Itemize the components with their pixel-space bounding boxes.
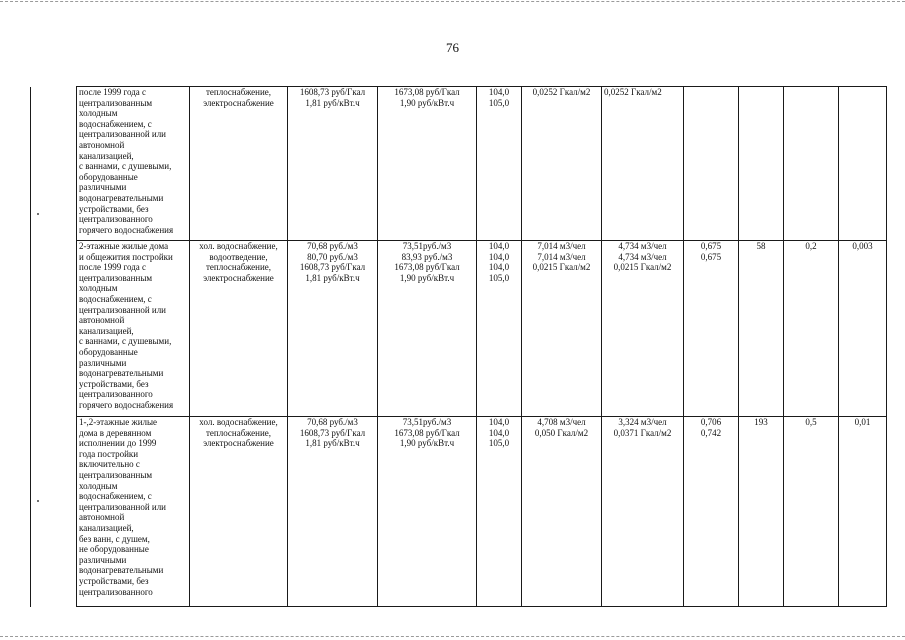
cell-line: после 1999 года с — [79, 262, 147, 273]
cell-value-p — [784, 417, 839, 607]
cell-line: холодным — [79, 480, 118, 491]
cell-line: электроснабжение — [203, 272, 274, 283]
scan-top-edge — [0, 1, 905, 2]
cell-line: централизованного — [79, 586, 153, 597]
cell-line: 104,0 — [488, 251, 510, 262]
cell-count — [739, 87, 784, 241]
cell-building-type — [77, 87, 190, 241]
cell-line: с ваннами, с душевыми, — [79, 161, 172, 172]
cell-line: 83,93 руб./м3 — [401, 251, 453, 262]
cell-line: 1,90 руб/кВт.ч — [399, 97, 455, 108]
cell-coefficient — [684, 241, 739, 417]
cell-line: года постройки — [79, 448, 139, 459]
cell-value-q — [839, 241, 887, 417]
cell-line: 193 — [754, 417, 768, 427]
cell-line: водоотведение, — [209, 251, 268, 262]
cell-line: 73,51руб./м3 — [402, 241, 452, 251]
cell-line: 1608,73 руб/Гкал — [299, 262, 366, 273]
cell-line: оборудованные — [79, 171, 138, 182]
cell-line: 58 — [756, 241, 766, 251]
cell-line: 1-,2-этажные жилые — [79, 417, 158, 427]
cell-line: теплоснабжение, — [205, 87, 272, 97]
cell-line: без ванн, с душем, — [79, 533, 150, 544]
cell-building-type — [77, 241, 190, 417]
cell-norm-next — [602, 241, 684, 417]
cell-building-type — [77, 417, 190, 607]
cell-services — [190, 241, 288, 417]
cell-line: 4,734 м3/чел — [618, 241, 667, 251]
cell-count — [739, 417, 784, 607]
cell-line: водоснабжением, с — [79, 118, 152, 129]
cell-line: 1673,08 руб/Гкал — [394, 262, 460, 273]
cell-line: теплоснабжение, — [205, 262, 272, 273]
cell-line: 7,014 м3/чел — [537, 241, 586, 251]
cell-coefficient — [684, 417, 739, 607]
cell-value-q — [839, 417, 887, 607]
cell-line: 104,0 — [488, 417, 510, 427]
cell-line: электроснабжение — [203, 438, 274, 449]
cell-line: 104,0 — [488, 87, 510, 97]
cell-line: различными — [79, 357, 127, 368]
cell-line: 105,0 — [488, 438, 510, 449]
cell-line: холодным — [79, 108, 118, 119]
cell-value-p — [784, 241, 839, 417]
scan-bottom-edge — [0, 636, 905, 637]
cell-norm-current — [522, 417, 602, 607]
cell-line: централизованного — [79, 214, 153, 225]
cell-line: централизованным — [79, 97, 153, 108]
cell-line: водоснабжением, с — [79, 491, 152, 502]
cell-line: устройствами, без — [79, 203, 149, 214]
cell-line: 1608,73 руб/Гкал — [299, 87, 366, 97]
cell-line: централизованной или — [79, 304, 167, 315]
cell-margin — [31, 241, 77, 417]
cell-line: 1,90 руб/кВт.ч — [399, 438, 455, 449]
cell-margin — [31, 417, 77, 607]
cell-line: 0,0252 Гкал/м2 — [532, 87, 591, 97]
cell-line: не оборудованные — [79, 544, 149, 555]
cell-line: 4,734 м3/чел — [618, 251, 667, 262]
cell-line: 0,742 — [700, 427, 722, 438]
cell-coefficient — [684, 87, 739, 241]
cell-line: хол. водоснабжение, — [199, 417, 278, 427]
cell-line: 4,708 м3/чел — [537, 417, 586, 427]
table-row — [31, 417, 887, 607]
cell-line: водонагревательными — [79, 192, 164, 203]
cell-line: 0,050 Гкал/м2 — [534, 427, 589, 438]
cell-line: 70,68 руб./м3 — [307, 417, 358, 427]
cell-line: 104,0 — [488, 241, 510, 251]
cell-line: 0,706 — [700, 417, 722, 427]
cell-line: включительно с — [79, 459, 140, 470]
cell-line: централизованной или — [79, 501, 167, 512]
cell-line: автономной — [79, 315, 125, 326]
cell-line: 1673,08 руб/Гкал — [394, 427, 460, 438]
cell-line: и общежития постройки — [79, 251, 173, 262]
cell-line: 2-этажные жилые дома — [79, 241, 169, 251]
cell-line: теплоснабжение, — [205, 427, 272, 438]
cell-norm-current — [522, 87, 602, 241]
cell-index — [477, 241, 522, 417]
cell-margin — [31, 87, 77, 241]
cell-line: 0,0215 Гкал/м2 — [532, 262, 591, 273]
cell-line: после 1999 года с — [79, 87, 147, 97]
tariff-table — [30, 86, 887, 607]
cell-line: электроснабжение — [203, 97, 274, 108]
cell-line: централизованной или — [79, 129, 167, 140]
cell-line: 1608,73 руб/Гкал — [299, 427, 366, 438]
cell-line: автономной — [79, 139, 125, 150]
cell-line: 104,0 — [488, 427, 510, 438]
cell-line: водоснабжением, с — [79, 293, 152, 304]
cell-line: горячего водоснабжения — [79, 224, 174, 235]
page-number: 76 — [446, 40, 459, 55]
cell-line: горячего водоснабжения — [79, 399, 174, 410]
cell-norm-current — [522, 241, 602, 417]
cell-value-p — [784, 87, 839, 241]
cell-line: 70,68 руб./м3 — [307, 241, 358, 251]
cell-line: 73,51руб./м3 — [402, 417, 452, 427]
cell-line: 1,90 руб/кВт.ч — [399, 272, 455, 283]
cell-line: 0,0371 Гкал/м2 — [613, 427, 672, 438]
table-row — [31, 87, 887, 241]
cell-index — [477, 87, 522, 241]
cell-line: централизованным — [79, 469, 153, 480]
cell-line: 1,81 руб/кВт.ч — [305, 272, 360, 283]
cell-line: устройствами, без — [79, 378, 149, 389]
cell-tariff-next — [378, 241, 477, 417]
cell-line: 80,70 руб./м3 — [307, 251, 358, 262]
cell-line: 0,0252 Гкал/м2 — [604, 87, 662, 97]
cell-line: канализацией, — [79, 522, 134, 533]
cell-line: дома в деревянном — [79, 427, 152, 438]
cell-line: с ваннами, с душевыми, — [79, 336, 172, 347]
cell-norm-next — [602, 87, 684, 241]
cell-line: канализацией, — [79, 150, 134, 161]
cell-line: холодным — [79, 283, 118, 294]
cell-line: водонагревательными — [79, 565, 164, 576]
cell-tariff-current — [288, 87, 378, 241]
cell-line: 104,0 — [488, 262, 510, 273]
cell-count — [739, 241, 784, 417]
cell-line: 0,675 — [700, 241, 722, 251]
cell-line: канализацией, — [79, 325, 134, 336]
cell-line: различными — [79, 554, 127, 565]
cell-line: устройствами, без — [79, 575, 149, 586]
cell-line: исполнении до 1999 — [79, 438, 157, 449]
cell-line: 0,0215 Гкал/м2 — [613, 262, 672, 273]
cell-line: 3,324 м3/чел — [618, 417, 667, 427]
cell-line: 0,5 — [805, 417, 817, 427]
table-row — [31, 241, 887, 417]
cell-line: 7,014 м3/чел — [537, 251, 586, 262]
cell-services — [190, 87, 288, 241]
cell-line: 105,0 — [488, 272, 510, 283]
cell-norm-next — [602, 417, 684, 607]
cell-tariff-current — [288, 241, 378, 417]
cell-value-q — [839, 87, 887, 241]
cell-tariff-next — [378, 87, 477, 241]
cell-line: хол. водоснабжение, — [199, 241, 278, 251]
cell-line: 1673,08 руб/Гкал — [394, 87, 460, 97]
cell-line: 105,0 — [488, 97, 510, 108]
cell-line: оборудованные — [79, 346, 138, 357]
cell-line: 1,81 руб/кВт.ч — [305, 438, 360, 449]
cell-line: водонагревательными — [79, 368, 164, 379]
cell-services — [190, 417, 288, 607]
cell-line: 0,01 — [854, 417, 871, 427]
cell-index — [477, 417, 522, 607]
cell-line: автономной — [79, 512, 125, 523]
cell-line: централизованного — [79, 389, 153, 400]
cell-line: различными — [79, 182, 127, 193]
cell-tariff-next — [378, 417, 477, 607]
cell-line: 0,2 — [805, 241, 817, 251]
cell-line: 1,81 руб/кВт.ч — [305, 97, 360, 108]
cell-line: 0,003 — [852, 241, 873, 251]
cell-line: 0,675 — [700, 251, 722, 262]
cell-tariff-current — [288, 417, 378, 607]
cell-line: централизованным — [79, 272, 153, 283]
